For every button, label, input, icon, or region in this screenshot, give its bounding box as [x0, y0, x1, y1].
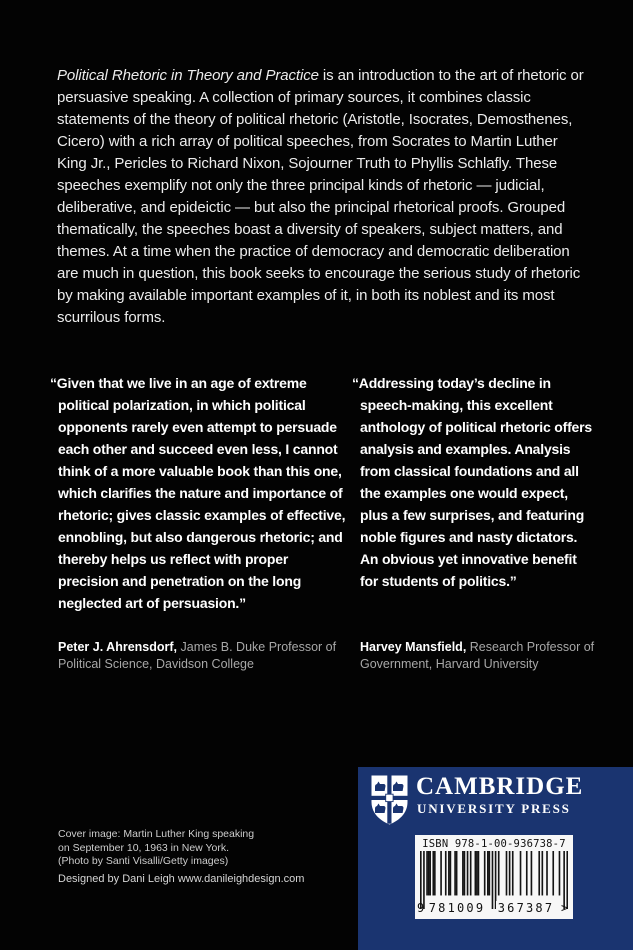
blurb-text: is an introduction to the art of rhetoric or persuasive speaking. A collection of primary sources, it combines classic statements of the theory of political rhetoric (Aristotle, Isocrates, Demosthenes, Cicero) with a rich array of political speeches, from Socrates to Martin Luther King Jr., Pericles to Richard Nixon, Sojourner Truth to Phyllis Schlafly. These speeches exemplify not only the three principal kinds of rhetoric — judicial, deliberative, and epideictic — but also the principal rhetorical proofs. Grouped thematically, the speeches boast a diversity of speakers, subject matters, and themes. At a time when the practice of democracy and democratic deliberation are much in question, this book seeks to encourage the serious study of rhetoric by making available important examples of it, in both its noblest and its most scurrilous forms. — [57, 67, 584, 326]
reviewer-role-right: Research Professor of Government, Harvard University — [360, 640, 595, 671]
reviewer-name-left: Peter J. Ahrensdorf, — [58, 640, 178, 654]
publisher-subname: UNIVERSITY PRESS — [417, 801, 571, 816]
review-quote-left: “Given that we live in an age of extreme political polarization, in which political opponents rarely even attempt to persuade each other and succeed even less, I cannot think of a more valuable book than this one, which clarifies the nature and importance of rhetoric; gives classic examples of effective, ennobling, but also dangerous rhetoric; and thereby helps us reflect with proper precision and penetration on the long neglected art of persuasion.” — [50, 375, 346, 611]
review-quote-right: “Addressing today’s decline in speech-making, this excellent anthology of political rhetoric offers analysis and examples. Analysis from classical foundations and all the examples one would expect, plus a few surprises, and featuring noble figures and nasty dictators. An obvious yet innovative benefit for students of politics.” — [352, 375, 592, 589]
isbn-label: ISBN 978-1-00-936738-7 — [422, 838, 566, 850]
photo-credit-line3: (Photo by Santi Visalli/Getty images) — [58, 855, 229, 867]
barcode-arrow: > — [561, 901, 569, 915]
cambridge-shield-icon — [370, 774, 409, 826]
publisher-panel — [358, 767, 633, 950]
barcode-digit-lead: 9 — [417, 901, 425, 915]
book-title: Political Rhetoric in Theory and Practice — [57, 67, 319, 84]
barcode-digits-group2: 367387 — [497, 901, 555, 915]
barcode-digits-group1: 781009 — [428, 901, 486, 915]
photo-credit — [58, 828, 328, 869]
designer-credit: Designed by Dani Leigh www.danileighdesign.com — [58, 873, 305, 885]
photo-credit-line1: Cover image: Martin Luther King speaking — [58, 828, 255, 840]
attribution-left — [58, 639, 348, 673]
publisher-name: CAMBRIDGE — [416, 773, 584, 800]
reviewer-role-left: James B. Duke Professor of Political Science, Davidson College — [58, 640, 337, 671]
blurb-paragraph — [57, 65, 591, 329]
reviewer-name-right: Harvey Mansfield, — [360, 640, 467, 654]
photo-credit-line2: on September 10, 1963 in New York. — [58, 841, 230, 854]
attribution-right — [360, 639, 600, 673]
isbn-box — [415, 835, 573, 919]
